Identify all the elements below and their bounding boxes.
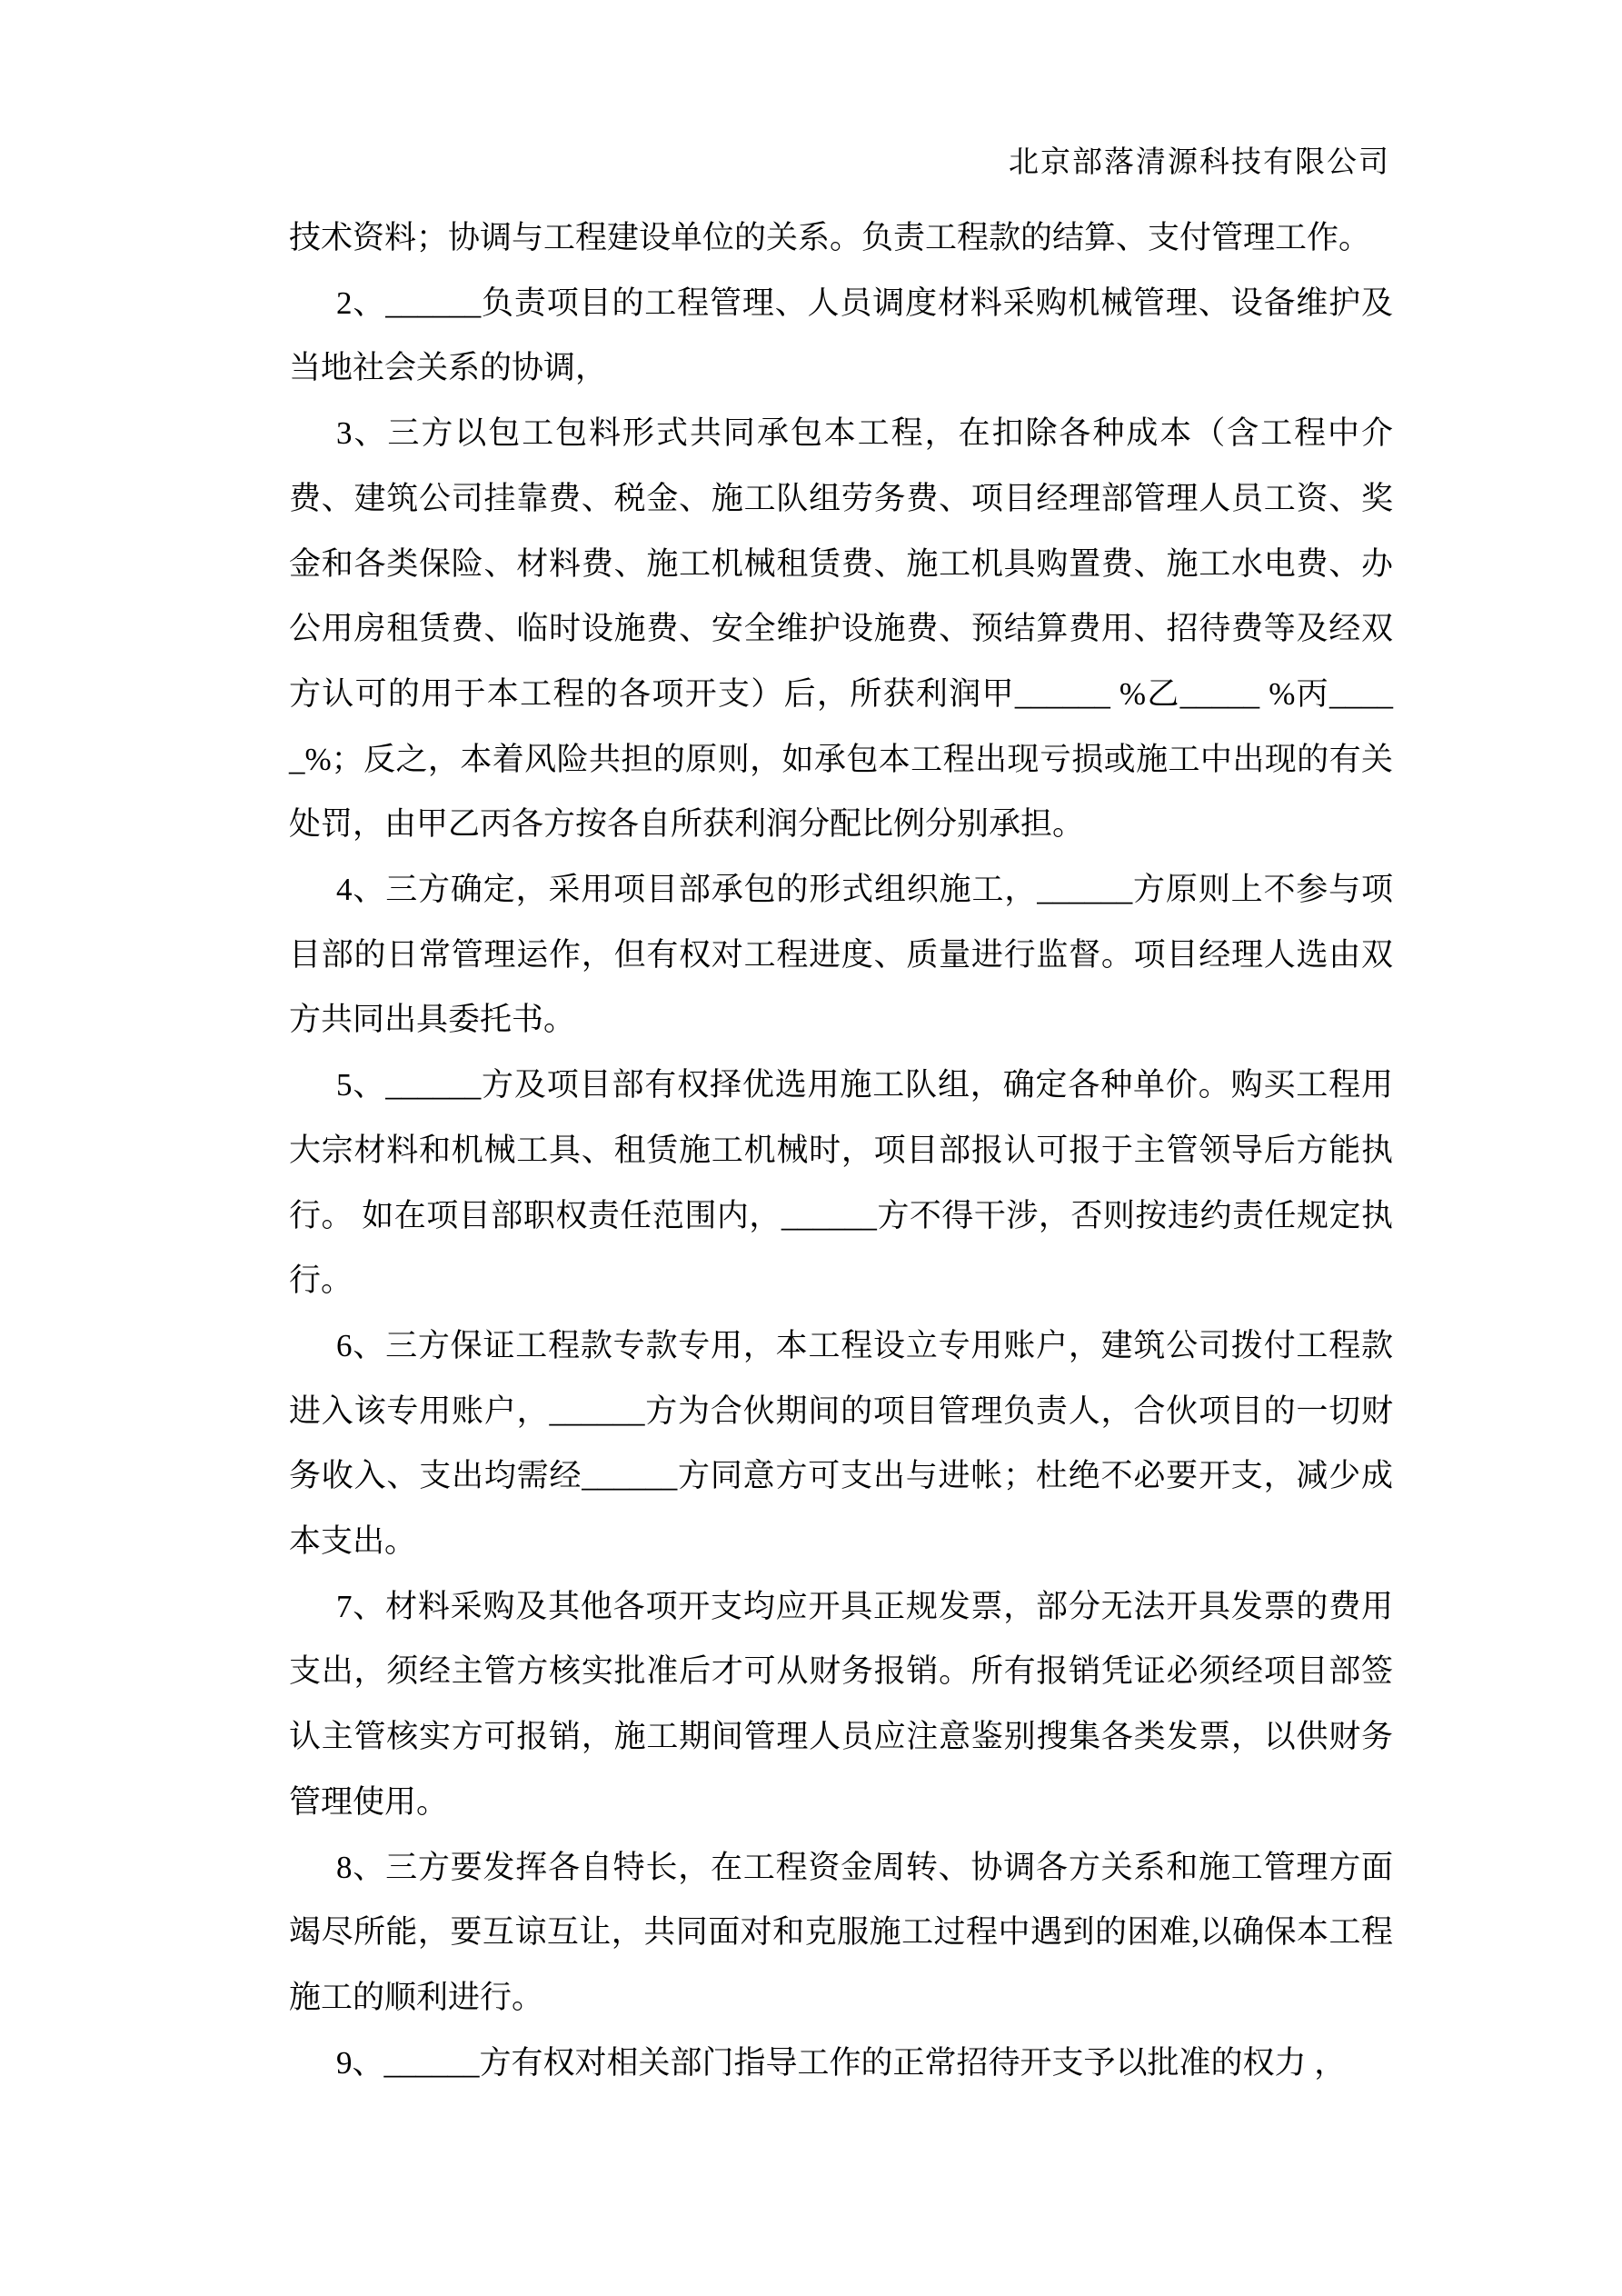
clause-3: 3、三方以包工包料形式共同承包本工程，在扣除各种成本（含工程中介费、建筑公司挂靠费、税金、施工队组劳务费、项目经理部管理人员工资、奖金和各类保险、材料费、施工机械租赁费、施工机具购置费、施工水电费、办公用房租赁费、临时设施费、安全维护设施费、预结算费用、招待费等及经双方认可的用于本工程的各项开支）后，所获利润甲______ %乙_____ %丙_____%；反之，本着风险共担的原则，如承包本工程出现亏损或施工中出现的有关处罚，由甲乙丙各方按各自所获利润分配比例分别承担。	[289, 415, 1393, 843]
clause-4: 4、三方确定，采用项目部承包的形式组织施工，______方原则上不参与项目部的日常管理运作，但有权对工程进度、质量进行监督。项目经理人选由双方共同出具委托书。	[289, 872, 1393, 1038]
clause-5: 5、______方及项目部有权择优选用施工队组，确定各种单价。购买工程用大宗材料和机械工具、租赁施工机械时，项目部报认可报于主管领导后方能执行。 如在项目部职权责任范围内，______方不得干涉，否则按违约责任规定执行。	[289, 1067, 1393, 1299]
company-header: 北京部落清源科技有限公司	[1009, 146, 1390, 179]
clause-6: 6、三方保证工程款专款专用，本工程设立专用账户，建筑公司拨付工程款进入该专用账户，______方为合伙期间的项目管理负责人，合伙项目的一切财务收入、支出均需经______方同意方可支出与进帐；杜绝不必要开支，减少成本支出。	[289, 1327, 1393, 1560]
clause-continuation: 技术资料；协调与工程建设单位的关系。负责工程款的结算、支付管理工作。	[289, 220, 1371, 255]
clause-2: 2、______负责项目的工程管理、人员调度材料采购机械管理、设备维护及当地社会关系的协调，	[289, 285, 1393, 386]
clause-7: 7、材料采购及其他各项开支均应开具正规发票，部分无法开具发票的费用支出，须经主管方核实批准后才可从财务报销。所有报销凭证必须经项目部签认主管核实方可报销，施工期间管理人员应注意鉴别搜集各类发票，以供财务管理使用。	[289, 1588, 1393, 1820]
clause-8: 8、三方要发挥各自特长，在工程资金周转、协调各方关系和施工管理方面竭尽所能，要互谅互让，共同面对和克服施工过程中遇到的困难,以确保本工程施工的顺利进行。	[289, 1849, 1393, 2015]
contract-body	[289, 205, 1393, 2095]
clause-9: 9、______方有权对相关部门指导工作的正常招待开支予以批准的权力 ，	[336, 2044, 1347, 2081]
